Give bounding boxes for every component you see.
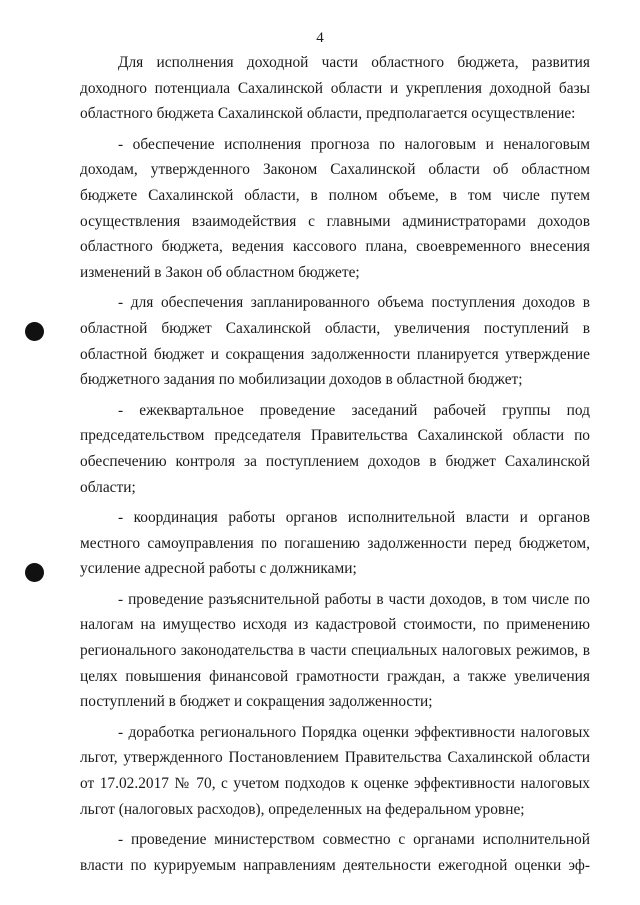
paragraph-item: - проведение разъяснительной работы в части доходов, в том числе по налогам на имущество исходя из кадастровой стоимости, по применению регионального законодательства в части специальных налоговых режимов, в целях повышения финансовой грамотности граждан, а также увеличения поступлений в бюджет и сокращения задолженности; (80, 590, 590, 711)
punch-hole-mark (25, 322, 44, 341)
paragraph-item: - для обеспечения запланированного объема поступления доходов в областной бюджет Сахалинской области, увеличения поступлений в областной бюджет и сокращения задолженности планируется утверждение бюджетного задания по мобилизации доходов в областной бюджет; (80, 294, 590, 389)
paragraph-item: - координация работы органов исполнительной власти и органов местного самоуправления по погашению задолженности перед бюджетом, усиление адресной работы с должниками; (80, 509, 590, 578)
paragraph-item: - доработка регионального Порядка оценки эффективности налоговых льгот, утвержденного Постановлением Правительства Сахалинской области от 17.02.2017 № 70, с учетом подходов к оценке эффективности налоговых льгот (налоговых расходов), определенных на федеральном уровне; (80, 723, 590, 818)
punch-hole-mark (25, 563, 44, 582)
paragraph-intro: Для исполнения доходной части областного бюджета, развития доходного потенциала Сахалинской области и укрепления доходной базы областного бюджета Сахалинской области, предполагается осуществление: (80, 54, 590, 123)
document-body (80, 50, 590, 883)
paragraph-item: - ежеквартальное проведение заседаний рабочей группы под председательством председателя Правительства Сахалинской области по обеспечению контроля за поступлением доходов в бюджет Сахалинской области; (80, 401, 590, 496)
paragraph-item: - проведение министерством совместно с органами исполнительной власти по курируемым направлениям деятельности ежегодной оценки эф- (80, 831, 590, 874)
page-number: 4 (316, 30, 324, 46)
paragraph-item: - обеспечение исполнения прогноза по налоговым и неналоговым доходам, утвержденного Законом Сахалинской области об областном бюджете Сахалинской области, в полном объеме, в том числе путем осуществления взаимодействия с главными администраторами доходов областного бюджета, ведения кассового плана, своевременного внесения изменений в Закон об областном бюджете; (80, 135, 590, 281)
